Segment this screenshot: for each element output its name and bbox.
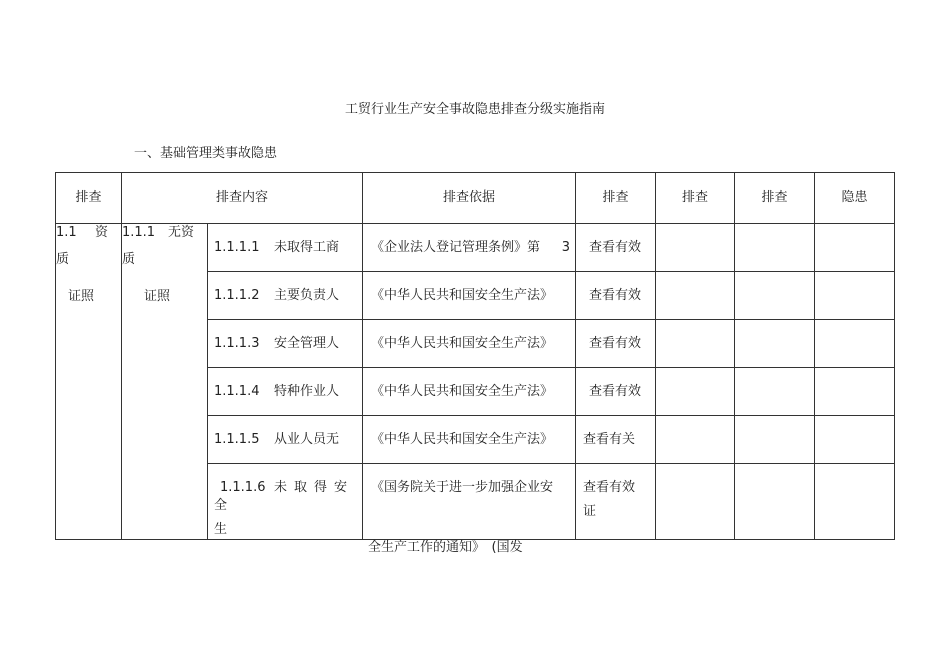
- basis-text: 《企业法人登记管理条例》第: [371, 240, 541, 255]
- check-cell: [576, 272, 656, 320]
- category-code: 1.1.1: [122, 225, 156, 240]
- empty-cell: [735, 272, 815, 320]
- item-code: 1.1.1.3: [214, 336, 260, 351]
- empty-cell: [815, 272, 895, 320]
- header-cell: 排查: [656, 173, 735, 224]
- empty-cell: [656, 320, 735, 368]
- item-content: 主要负责人: [274, 288, 340, 303]
- content-cell: [208, 464, 363, 540]
- check-cell: [576, 464, 656, 540]
- header-cell: 排查: [576, 173, 656, 224]
- basis-text: 《中华人民共和国安全生产法》: [371, 288, 554, 303]
- basis-cell: [363, 368, 576, 416]
- empty-cell: [735, 416, 815, 464]
- item-code: 1.1.1.2: [214, 288, 260, 303]
- empty-cell: [656, 224, 735, 272]
- basis-cell: [363, 416, 576, 464]
- check-text: 查看有效: [589, 384, 642, 399]
- basis-text: 《中华人民共和国安全生产法》: [371, 432, 554, 447]
- item-code: 1.1.1.4: [214, 384, 260, 399]
- basis-cell: [363, 464, 576, 540]
- check-cell: [576, 416, 656, 464]
- check-text: 查看有效: [583, 480, 636, 495]
- item-content: 从业人员无: [274, 432, 340, 447]
- header-cell: 排查内容: [122, 173, 363, 224]
- basis-tail: 3: [561, 240, 570, 255]
- empty-cell: [735, 368, 815, 416]
- item-content: 安全管理人: [274, 336, 340, 351]
- header-cell: 排查: [735, 173, 815, 224]
- category-name: 质: [56, 252, 70, 267]
- item-content: 特种作业人: [274, 384, 340, 399]
- empty-cell: [735, 464, 815, 540]
- empty-cell: [735, 320, 815, 368]
- check-text: 查看有效: [589, 240, 642, 255]
- category-code: 1.1: [56, 225, 77, 240]
- empty-cell: [656, 272, 735, 320]
- item-code: 1.1.1.1: [214, 240, 260, 255]
- category-level1-cell: [56, 224, 122, 540]
- basis-continuation-text: 全生产工作的通知》 (国发: [368, 540, 523, 555]
- basis-cell: [363, 272, 576, 320]
- empty-cell: [656, 464, 735, 540]
- empty-cell: [815, 320, 895, 368]
- document-title: 工贸行业生产安全事故隐患排查分级实施指南: [344, 102, 605, 117]
- item-content-continued: 生: [214, 522, 228, 537]
- check-text: 查看有效: [589, 288, 642, 303]
- content-cell: [208, 368, 363, 416]
- check-text: 查看有关: [583, 432, 636, 447]
- category-level2-cell: [122, 224, 208, 540]
- check-cell: [576, 368, 656, 416]
- item-content: 未取得安全: [214, 480, 355, 513]
- content-cell: [208, 320, 363, 368]
- content-cell: [208, 272, 363, 320]
- empty-cell: [656, 416, 735, 464]
- basis-cell: [363, 320, 576, 368]
- item-code: 1.1.1.5: [214, 432, 260, 447]
- basis-cell: [363, 224, 576, 272]
- content-cell: [208, 416, 363, 464]
- check-text: 查看有效: [589, 336, 642, 351]
- header-cell: 排查依据: [363, 173, 576, 224]
- empty-cell: [815, 224, 895, 272]
- basis-text: 《国务院关于进一步加强企业安: [371, 480, 554, 495]
- category-name: 质: [122, 252, 136, 267]
- section-heading: 一、基础管理类事故隐患: [134, 146, 278, 161]
- basis-text: 《中华人民共和国安全生产法》: [371, 384, 554, 399]
- empty-cell: [815, 416, 895, 464]
- category-name: 资: [94, 225, 108, 240]
- hazard-table: [55, 172, 895, 540]
- header-cell: 排查: [56, 173, 122, 224]
- check-text-continued: 证: [583, 504, 597, 519]
- table-header-row: [56, 173, 895, 224]
- check-cell: [576, 224, 656, 272]
- content-cell: [208, 224, 363, 272]
- category-name: 证照: [68, 289, 95, 304]
- basis-text: 《中华人民共和国安全生产法》: [371, 336, 554, 351]
- item-content: 未取得工商: [274, 240, 340, 255]
- empty-cell: [656, 368, 735, 416]
- empty-cell: [815, 464, 895, 540]
- category-name: 无资: [167, 225, 194, 240]
- item-code: 1.1.1.6: [220, 480, 266, 495]
- table-row: [56, 224, 895, 272]
- empty-cell: [815, 368, 895, 416]
- category-name: 证照: [144, 289, 171, 304]
- empty-cell: [735, 224, 815, 272]
- header-cell: 隐患: [815, 173, 895, 224]
- check-cell: [576, 320, 656, 368]
